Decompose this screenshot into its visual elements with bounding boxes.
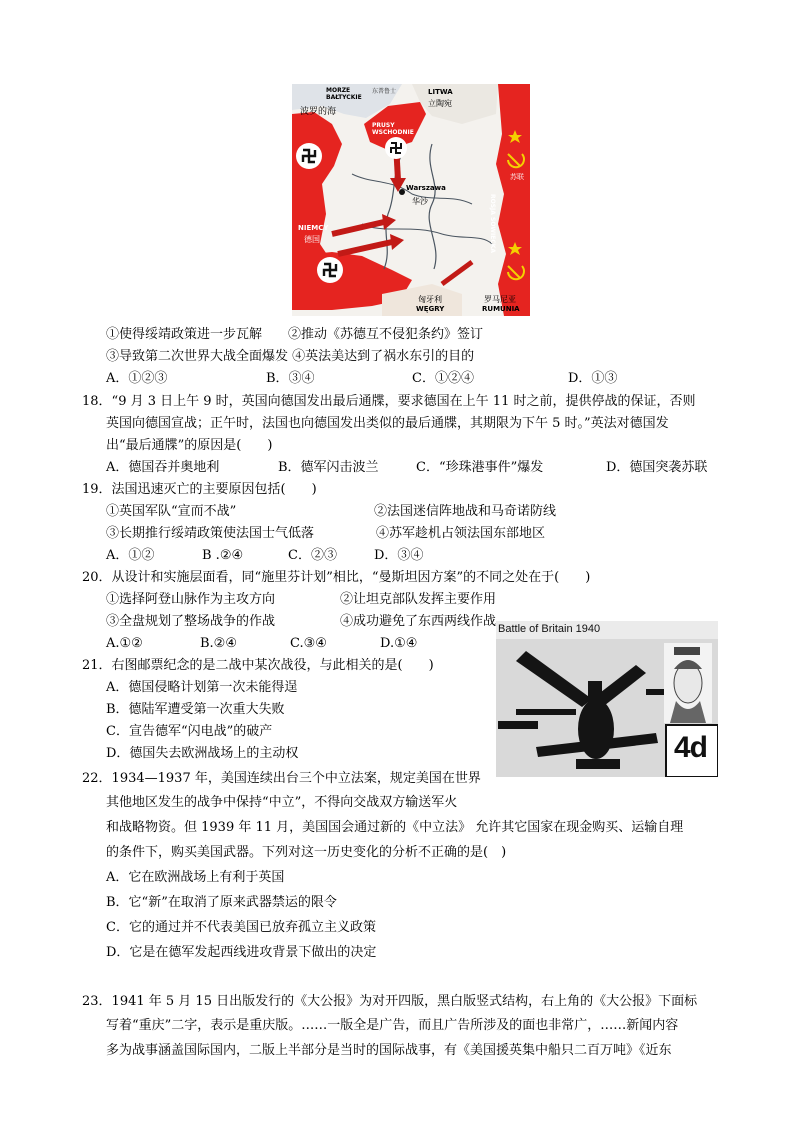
q18-choice-d: D．德国突袭苏联 — [606, 460, 708, 475]
q18-choice-a: A．德国吞并奥地利 — [106, 460, 220, 475]
map-label-rosja: ROSJA SOWIECKA — [489, 194, 496, 254]
q22-stem-line-1: 22．1934—1937 年，美国连续出台三个中立法案，规定美国在世界 — [82, 771, 481, 786]
q18-stem-line-3: 出“最后通牒”的原因是( ) — [106, 438, 273, 453]
q19-statement-3: ③长期推行绥靖政策使法国士气低落 — [106, 526, 315, 541]
map-poland-invasion-1939 — [292, 84, 530, 316]
q18-choice-b: B．德军闪击波兰 — [278, 460, 379, 475]
stamp-battle-of-britain — [496, 621, 718, 777]
q23-stem-line-3: 多为战事涵盖国际国内，二版上半部分是当时的国际战事，有《美国援英集中船只二百万吨》《近东 — [106, 1043, 672, 1058]
map-label-east-prussia-en: PRUSY WSCHODNIE — [372, 122, 414, 136]
swastika-emblem-1 — [296, 143, 322, 169]
map-label-warszawa-cn: 华沙 — [412, 197, 428, 206]
map-label-baltic-en: MORZE BAŁTYCKIE — [326, 87, 362, 101]
q21-choice-d: D．德国失去欧洲战场上的主动权 — [106, 746, 299, 761]
q20-choice-b: B.②④ — [200, 636, 237, 651]
q19-choice-d: D．③④ — [374, 548, 424, 563]
map-label-sulian-cn: 苏联 — [510, 173, 524, 181]
q19-stem: 19．法国迅速灭亡的主要原因包括( ) — [82, 482, 317, 497]
q23-stem-line-1: 23．1941 年 5 月 15 日出版发行的《大公报》为对开四版，黑白版竖式结构，右上角的《大公报》下面标 — [82, 994, 698, 1009]
q21-stem: 21．右图邮票纪念的是二战中某次战役，与此相关的是( ) — [82, 658, 434, 673]
swastika-emblem-2 — [317, 257, 343, 283]
q22-stem-line-4: 的条件下，购买美国武器。下列对这一历史变化的分析不正确的是( ) — [106, 845, 507, 860]
q20-statement-2: ②让坦克部队发挥主要作用 — [340, 592, 497, 607]
map-label-east-prussia-cn: 东普鲁士 — [372, 88, 397, 95]
q17-option-line-2: ③导致第二次世界大战全面爆发 ④英法美达到了祸水东引的目的 — [106, 349, 475, 364]
q17-option-line-1: ①使得绥靖政策进一步瓦解 ②推动《苏德互不侵犯条约》签订 — [106, 327, 484, 342]
q22-choice-b: B．它“新”在取消了原来武器禁运的限令 — [106, 895, 337, 910]
q19-statement-2: ②法国迷信阵地战和马奇诺防线 — [374, 504, 557, 519]
q21-choice-a: A．德国侵略计划第一次未能得逞 — [106, 680, 298, 695]
q20-statement-3: ③全盘规划了整场战争的作战 — [106, 614, 276, 629]
stamp-value: 4d — [674, 731, 708, 764]
q20-choice-c: C.③④ — [290, 636, 327, 651]
q22-stem-line-3: 和战略物资。但 1939 年 11 月，美国国会通过新的《中立法》 允许其它国家在现金购买、运输自理 — [106, 820, 684, 835]
q20-choice-d: D.①④ — [380, 636, 418, 651]
map-label-wegry-cn: 匈牙利 — [418, 295, 442, 304]
q20-statement-1: ①选择阿登山脉作为主攻方向 — [106, 592, 276, 607]
map-label-niemcy: NIEMCY — [298, 224, 329, 232]
q20-choice-a: A.①② — [106, 636, 143, 651]
q20-statement-4: ④成功避免了东西两线作战 — [340, 614, 497, 629]
q19-choice-a: A．①② — [106, 548, 155, 563]
q17-choice-b: B．③④ — [266, 371, 315, 386]
q22-stem-line-2: 其他地区发生的战争中保持“中立”，不得向交战双方输送军火 — [106, 795, 458, 810]
q20-stem: 20．从设计和实施层面看，同“施里芬计划”相比，“曼斯坦因方案”的不同之处在于( ) — [82, 570, 591, 585]
q21-choice-c: C．宣告德军“闪电战”的破产 — [106, 724, 273, 739]
q19-statement-1: ①英国军队“宣而不战” — [106, 504, 237, 519]
map-label-rumunia-cn: 罗马尼亚 — [484, 295, 516, 304]
map-label-wegry: WĘGRY — [416, 305, 445, 313]
q21-choice-b: B．德陆军遭受第一次重大失败 — [106, 702, 285, 717]
map-label-baltic-cn: 波罗的海 — [300, 107, 337, 117]
q18-stem-line-2: 英国向德国宣战；正午时，法国也向德国发出类似的最后通牒，其期限为下午 5 时。”英法对德国发 — [106, 416, 669, 431]
q18-choice-c: C．“珍珠港事件”爆发 — [416, 460, 544, 475]
q22-choice-c: C．它的通过并不代表美国已放弃孤立主义政策 — [106, 920, 376, 935]
swastika-emblem-3 — [385, 137, 407, 159]
q17-choice-d: D．①③ — [568, 371, 618, 386]
map-label-rumunia: RUMUNIA — [482, 305, 520, 313]
q19-statement-4: ④苏军趁机占领法国东部地区 — [376, 526, 546, 541]
q23-stem-line-2: 写着“重庆”二字，表示是重庆版。……一版全是广告，而且广告所涉及的面也非常广，……新闻内容 — [106, 1018, 679, 1033]
map-label-warszawa: Warszawa — [406, 184, 446, 192]
q19-choice-b: B .②④ — [202, 548, 244, 563]
q19-choice-c: C．②③ — [288, 548, 337, 563]
q17-choice-a: A．①②③ — [106, 371, 168, 386]
q22-choice-a: A．它在欧洲战场上有利于英国 — [106, 870, 285, 885]
map-label-litwa: LITWA — [428, 88, 453, 96]
stamp-caption: Battle of Britain 1940 — [498, 623, 601, 635]
q17-choice-c: C．①②④ — [412, 371, 474, 386]
q22-choice-d: D．它是在德军发起西线进攻背景下做出的决定 — [106, 945, 377, 960]
q18-stem-line-1: 18．“9 月 3 日上午 9 时，英国向德国发出最后通牒，要求德国在上午 11 时之前，提供停战的保证，否则 — [82, 394, 696, 409]
map-label-niemcy-cn: 德国 — [304, 235, 320, 244]
map-label-litwa-cn: 立陶宛 — [428, 99, 452, 108]
